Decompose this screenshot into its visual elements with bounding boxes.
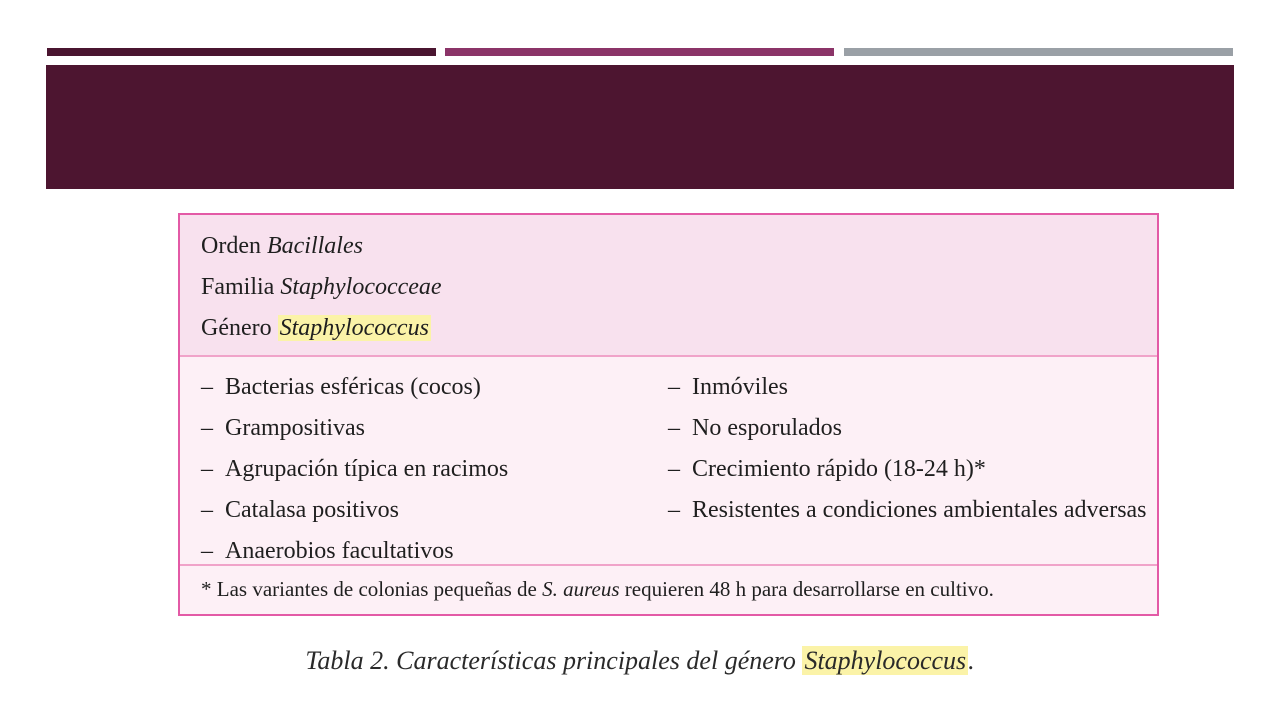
dash-marker: – — [668, 456, 680, 482]
caption-suffix: . — [968, 646, 975, 675]
item-text: Resistentes a condiciones ambientales adversas — [692, 497, 1147, 523]
left-column — [201, 367, 508, 572]
footnote-text — [201, 576, 994, 602]
item-text: Anaerobios facultativos — [225, 538, 454, 564]
item-text: Bacterias esféricas (cocos) — [225, 374, 481, 400]
list-item — [668, 408, 1147, 449]
orden-value: Bacillales — [266, 233, 363, 259]
list-item — [201, 367, 508, 408]
accent-bar-magenta — [445, 48, 834, 56]
list-item — [668, 490, 1147, 531]
accent-bar-gray — [844, 48, 1233, 56]
characteristics-table — [178, 213, 1159, 616]
caption-prefix: Tabla 2. Características principales del género — [305, 646, 803, 675]
orden-line — [201, 232, 363, 260]
dash-marker: – — [668, 374, 680, 400]
item-text: No esporulados — [692, 415, 842, 441]
list-item — [201, 490, 508, 531]
footnote-species: S. aureus — [542, 577, 620, 601]
dash-marker: – — [668, 497, 680, 523]
list-item — [201, 449, 508, 490]
table-footnote — [180, 564, 1157, 614]
dash-marker: – — [668, 415, 680, 441]
title-band — [46, 65, 1234, 189]
dash-marker: – — [201, 456, 213, 482]
familia-label: Familia — [201, 274, 275, 300]
item-text: Grampositivas — [225, 415, 365, 441]
item-text: Agrupación típica en racimos — [225, 456, 509, 482]
table-header — [180, 215, 1157, 357]
footnote-suffix: requieren 48 h para desarrollarse en cultivo. — [619, 577, 994, 601]
table-caption — [0, 645, 1280, 677]
accent-bar-dark — [47, 48, 436, 56]
dash-marker: – — [201, 415, 213, 441]
familia-line — [201, 273, 442, 301]
dash-marker: – — [201, 374, 213, 400]
list-item — [668, 367, 1147, 408]
item-text: Catalasa positivos — [225, 497, 399, 523]
caption-genus: Staphylococcus — [804, 646, 967, 675]
list-item — [201, 408, 508, 449]
genero-label: Género — [201, 315, 272, 341]
dash-marker: – — [201, 538, 213, 564]
genero-line — [201, 314, 431, 342]
table-body — [180, 357, 1157, 566]
list-item — [668, 449, 1147, 490]
footnote-prefix: * Las variantes de colonias pequeñas de — [201, 577, 543, 601]
right-column — [668, 367, 1147, 531]
item-text: Crecimiento rápido (18-24 h)* — [692, 456, 986, 482]
item-text: Inmóviles — [692, 374, 788, 400]
orden-label: Orden — [201, 233, 261, 259]
genero-value: Staphylococcus — [279, 315, 429, 341]
familia-value: Staphylococceae — [280, 274, 442, 300]
dash-marker: – — [201, 497, 213, 523]
